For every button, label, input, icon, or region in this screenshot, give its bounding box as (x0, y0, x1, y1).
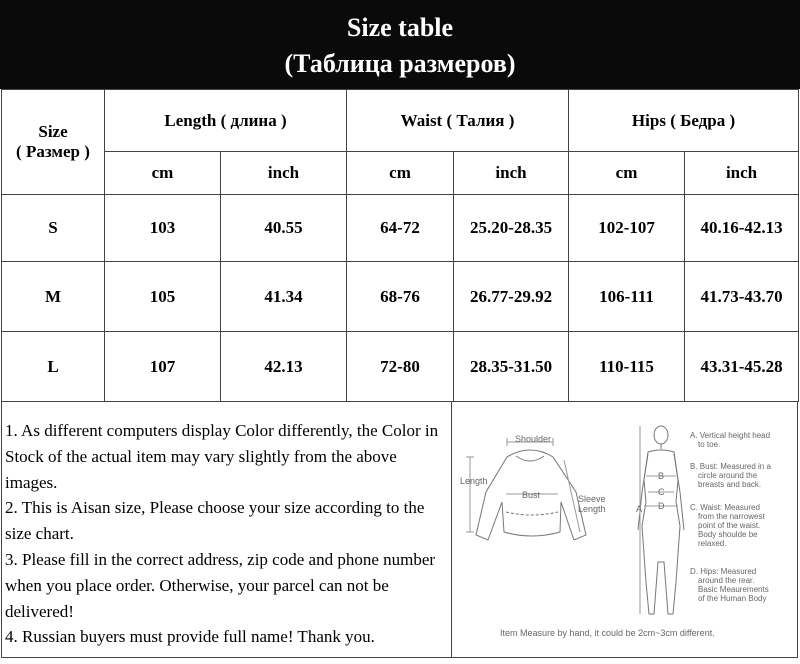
table-row (2, 262, 799, 332)
size-cell: L (2, 332, 105, 402)
table-cell: 72-80 (347, 332, 454, 402)
svg-text:point of the waist.: point of the waist. (698, 521, 761, 530)
sleeve-label-line1: Sleeve (578, 494, 606, 504)
shoulder-label: Shoulder (515, 434, 552, 444)
body-letter-c: C (658, 487, 665, 497)
svg-text:of the Human Body: of the Human Body (698, 594, 767, 603)
svg-text:D. Hips: Measured: D. Hips: Measured (690, 567, 757, 576)
svg-text:Body shoulde be: Body shoulde be (698, 530, 758, 539)
unit-header-row (2, 152, 799, 195)
body-letter-b: B (658, 471, 665, 481)
table-cell: 105 (105, 262, 221, 332)
table-cell: 41.73-43.70 (685, 262, 799, 332)
svg-text:relaxed.: relaxed. (698, 539, 727, 548)
note-item: 1. As different computers display Color differently, the Color in Stock of the actual item may vary slightly from the above images. (5, 421, 439, 492)
svg-text:B. Bust: Measured in a: B. Bust: Measured in a (690, 462, 771, 471)
svg-text:C. Waist: Measured: C. Waist: Measured (690, 503, 760, 512)
size-cell: S (2, 195, 105, 262)
size-cell: M (2, 262, 105, 332)
sleeve-label-line2: Length (578, 504, 606, 514)
svg-text:around the rear.: around the rear. (698, 576, 755, 585)
size-table-header (0, 0, 800, 89)
unit-header: cm (569, 152, 685, 195)
table-cell: 26.77-29.92 (454, 262, 569, 332)
table-cell: 28.35-31.50 (454, 332, 569, 402)
table-cell: 102-107 (569, 195, 685, 262)
note-item: 4. Russian buyers must provide full name! Thank you. (5, 627, 375, 647)
svg-text:A. Vertical height head: A. Vertical height head (690, 431, 771, 440)
length-group-header: Length ( длина ) (105, 90, 347, 152)
notes-panel (1, 401, 452, 658)
diagram-footer-note: Item Measure by hand, it could be 2cm~3cm different. (500, 628, 715, 638)
table-cell: 107 (105, 332, 221, 402)
svg-text:Basic Meaurements: Basic Meaurements (698, 585, 769, 594)
bust-label: Bust (522, 490, 541, 500)
garment-sketch (466, 438, 586, 540)
header-subtitle: (Таблица размеров) (284, 49, 516, 78)
unit-header: inch (685, 152, 799, 195)
length-label: Length (460, 476, 488, 486)
table-cell: 68-76 (347, 262, 454, 332)
size-column-header: Size ( Размер ) (2, 90, 105, 195)
table-cell: 41.34 (221, 262, 347, 332)
table-cell: 110-115 (569, 332, 685, 402)
table-cell: 43.31-45.28 (685, 332, 799, 402)
waist-group-header: Waist ( Талия ) (347, 90, 569, 152)
table-cell: 64-72 (347, 195, 454, 262)
unit-header: inch (454, 152, 569, 195)
svg-text:to toe.: to toe. (698, 440, 721, 449)
size-table (1, 89, 799, 402)
svg-text:circle around the: circle around the (698, 471, 758, 480)
measurement-diagram-panel (452, 401, 798, 658)
note-item: 2. This is Aisan size, Please choose your size according to the size chart. (5, 498, 425, 544)
table-cell: 25.20-28.35 (454, 195, 569, 262)
measurement-legend (690, 431, 771, 603)
table-cell: 40.16-42.13 (685, 195, 799, 262)
table-row (2, 195, 799, 262)
table-cell: 106-111 (569, 262, 685, 332)
body-figure-sketch (638, 426, 684, 614)
hips-group-header: Hips ( Бедра ) (569, 90, 799, 152)
table-row (2, 332, 799, 402)
unit-header: cm (105, 152, 221, 195)
table-cell: 42.13 (221, 332, 347, 402)
unit-header: inch (221, 152, 347, 195)
svg-text:from the narrowest: from the narrowest (698, 512, 765, 521)
measurement-diagram (452, 402, 798, 659)
unit-header: cm (347, 152, 454, 195)
svg-text:breasts and back.: breasts and back. (698, 480, 762, 489)
body-letter-a: A (636, 504, 643, 514)
note-item: 3. Please fill in the correct address, zip code and phone number when you place order. Otherwise, your parcel can not be delivered! (5, 549, 436, 621)
header-title: Size table (346, 13, 454, 42)
table-cell: 40.55 (221, 195, 347, 262)
body-letter-d: D (658, 501, 665, 511)
group-header-row (2, 90, 799, 152)
table-cell: 103 (105, 195, 221, 262)
